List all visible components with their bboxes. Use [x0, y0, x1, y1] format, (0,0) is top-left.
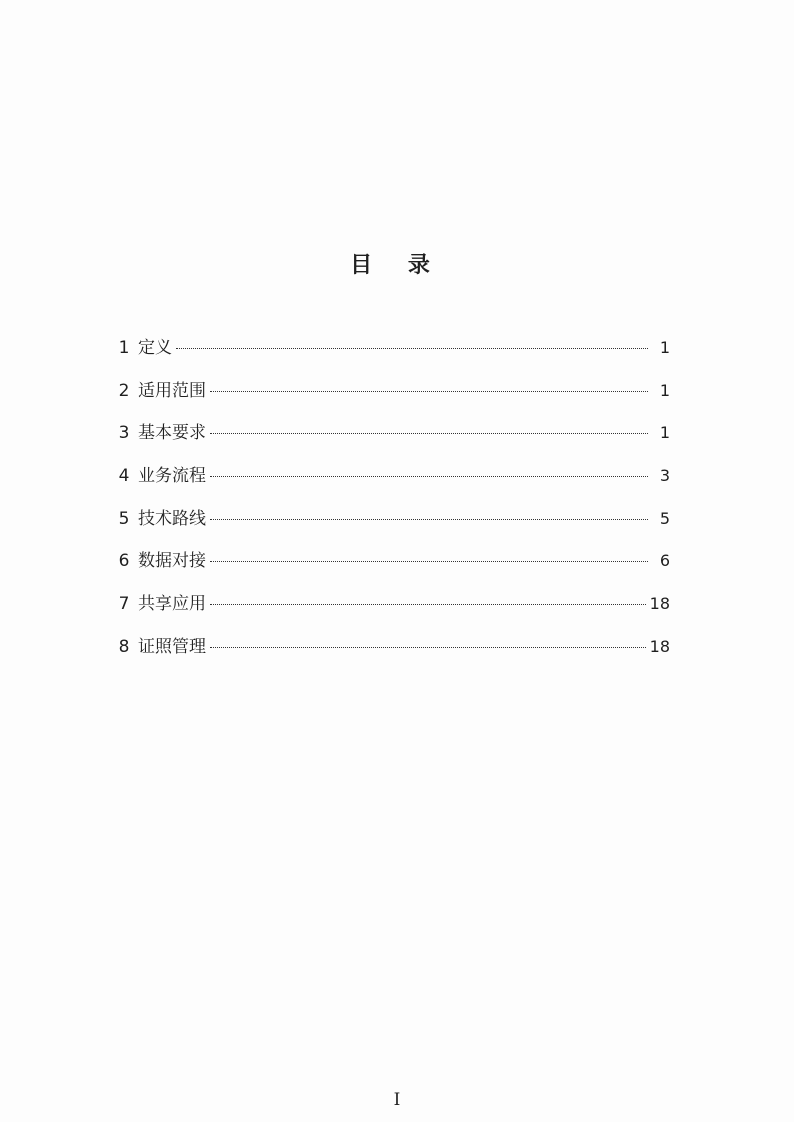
toc-entry-number: 4: [118, 466, 130, 487]
dot-leader: [210, 433, 648, 434]
dot-leader: [176, 348, 648, 349]
toc-title: 目 录: [350, 252, 444, 278]
toc-entry-page: 1: [659, 423, 670, 443]
toc-entry-label: 共享应用: [138, 594, 206, 615]
toc-entry-number: 7: [118, 594, 130, 615]
toc-entry: [110, 462, 670, 505]
toc-entry-label: 证照管理: [138, 636, 206, 657]
dot-leader: [210, 604, 646, 605]
toc-entry-number: 5: [118, 508, 130, 529]
toc-entry-page: 1: [659, 338, 670, 357]
toc-entry-page: 1: [659, 380, 670, 400]
toc-entry-page: 3: [659, 466, 670, 486]
toc-entry-page: 5: [659, 508, 670, 528]
toc-entry-number: 6: [118, 551, 130, 572]
toc-entry-label: 基本要求: [138, 423, 206, 444]
toc-entry-page: 6: [659, 551, 670, 571]
toc-entry-page: 18: [649, 594, 670, 614]
toc-entry-number: 8: [118, 636, 130, 657]
toc-entry-label: 定义: [138, 338, 172, 358]
toc-entry-number: 3: [118, 423, 130, 444]
toc-entry: [110, 377, 670, 420]
toc-list: [110, 334, 670, 676]
toc-entry: [110, 334, 670, 377]
toc-entry: [110, 505, 670, 548]
toc-entry-label: 业务流程: [138, 466, 206, 487]
toc-entry-number: 2: [118, 380, 130, 401]
toc-entry-label: 数据对接: [138, 551, 206, 572]
page-number: I: [393, 1090, 401, 1110]
dot-leader: [210, 561, 648, 562]
toc-entry-number: 1: [118, 338, 130, 358]
dot-leader: [210, 519, 648, 520]
toc-entry-label: 技术路线: [138, 508, 206, 529]
dot-leader: [210, 391, 648, 392]
toc-entry: [110, 419, 670, 462]
toc-entry: [110, 590, 670, 633]
toc-entry: [110, 547, 670, 590]
toc-entry-label: 适用范围: [138, 380, 206, 401]
toc-entry-page: 18: [649, 636, 670, 656]
dot-leader: [210, 476, 648, 477]
toc-entry: [110, 633, 670, 676]
dot-leader: [210, 647, 646, 648]
